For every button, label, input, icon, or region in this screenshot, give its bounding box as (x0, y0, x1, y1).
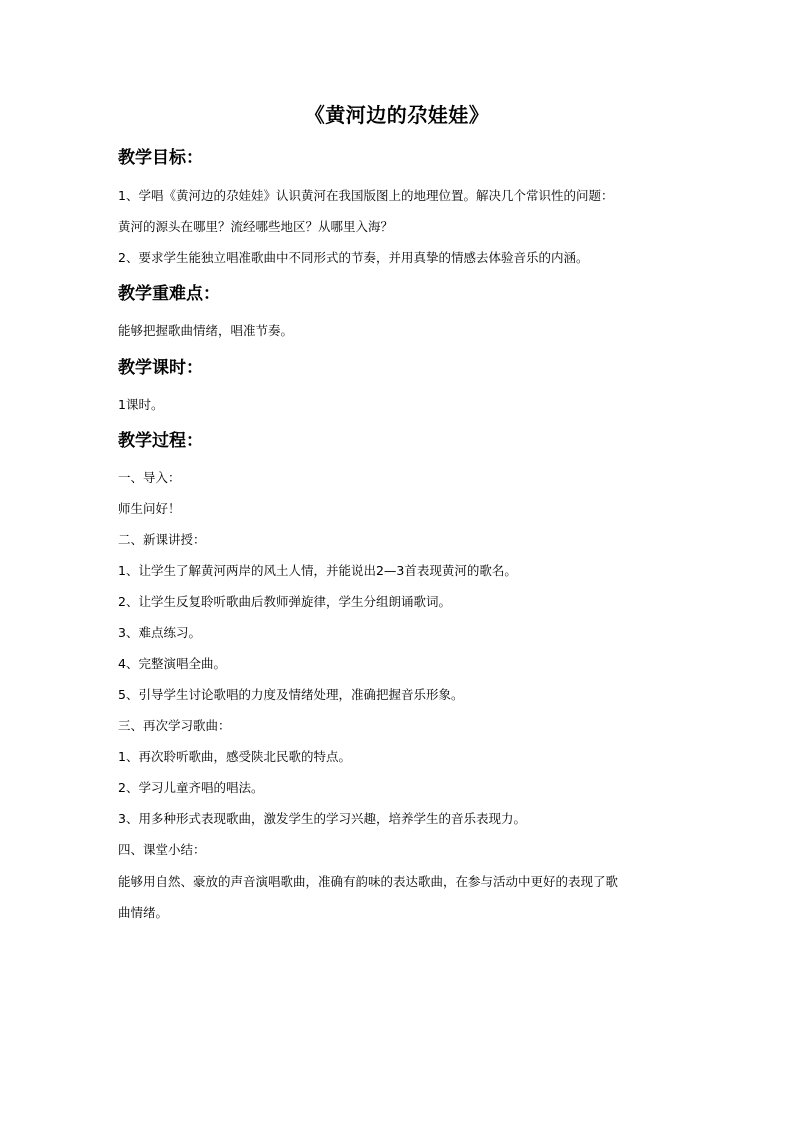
process-line: 5、引导学生讨论歌唱的力度及情绪处理，准确把握音乐形象。 (118, 687, 464, 702)
objectives-line: 黄河的源头在哪里？流经哪些地区？从哪里入海？ (118, 219, 394, 234)
process-line: 3、用多种形式表现歌曲，激发学生的学习兴趣，培养学生的音乐表现力。 (118, 811, 526, 826)
process-line: 三、再次学习歌曲： (118, 718, 231, 733)
objectives-line: 2、要求学生能独立唱准歌曲中不同形式的节奏，并用真挚的情感去体验音乐的内涵。 (118, 250, 589, 265)
process-line: 一、导入： (118, 470, 181, 485)
process-line: 2、学习儿童齐唱的唱法。 (118, 780, 264, 795)
page-title: 《黄河边的尕娃娃》 (304, 103, 490, 127)
process-line: 4、完整演唱全曲。 (118, 656, 226, 671)
process-line: 1、让学生了解黄河两岸的风土人情，并能说出2—3首表现黄河的歌名。 (118, 563, 517, 578)
process-line: 四、课堂小结： (118, 842, 206, 857)
process-line: 曲情绪。 (118, 905, 169, 920)
objectives-line: 1、学唱《黄河边的尕娃娃》认识黄河在我国版图上的地理位置。解决几个常识性的问题： (118, 188, 614, 203)
section-heading-process: 教学过程： (118, 431, 203, 451)
process-line: 二、新课讲授： (118, 532, 206, 547)
section-heading-key-points: 教学重难点： (118, 284, 220, 304)
process-line: 师生问好！ (118, 501, 181, 516)
process-line: 能够用自然、豪放的声音演唱歌曲，准确有韵味的表达歌曲，在参与活动中更好的表现了歌 (118, 874, 619, 889)
process-line: 1、再次聆听歌曲，感受陕北民歌的特点。 (118, 749, 351, 764)
key-points-line: 能够把握歌曲情绪，唱准节奏。 (118, 323, 294, 338)
class-hours-line: 1课时。 (118, 397, 164, 412)
section-heading-class-hours: 教学课时： (118, 358, 203, 378)
section-heading-objectives: 教学目标： (118, 148, 203, 168)
process-line: 2、让学生反复聆听歌曲后教师弹旋律，学生分组朗诵歌词。 (118, 594, 451, 609)
process-line: 3、难点练习。 (118, 625, 201, 640)
